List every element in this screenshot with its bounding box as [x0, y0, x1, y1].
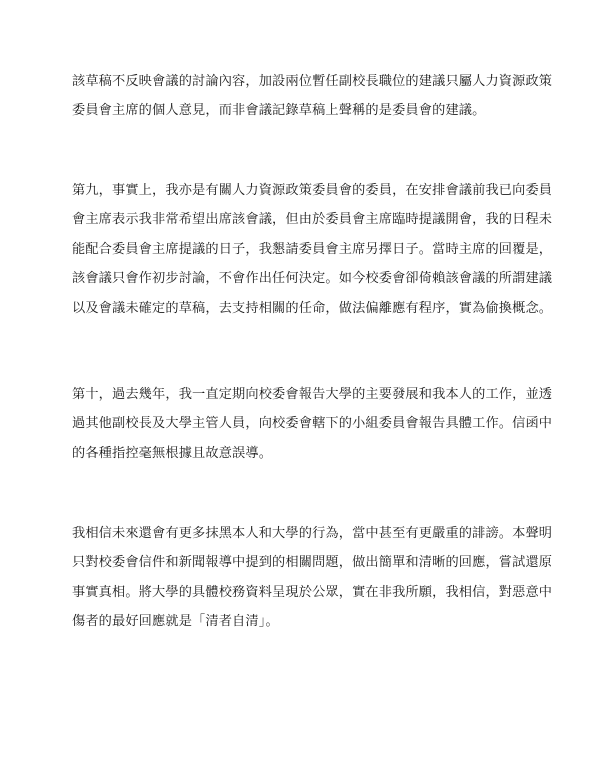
- text-line: 過其他副校長及大學主管人員，向校委會轄下的小組委員會報告具體工作。信函中: [72, 416, 553, 432]
- text-line: 以及會議未確定的草稿，去支持相關的任命，做法偏離應有程序，實為偷換概念。: [72, 300, 553, 316]
- text-line: 委員會主席的個人意見，而非會議記錄草稿上聲稱的是委員會的建議。: [72, 103, 486, 119]
- paragraph-4: [72, 519, 553, 637]
- paragraph-2: [72, 176, 553, 323]
- text-line: 的各種指控毫無根據且故意誤導。: [72, 445, 273, 461]
- paragraph-3: [72, 380, 553, 468]
- text-line: 事實真相。將大學的具體校務資料呈現於公眾，實在非我所願，我相信，對惡意中: [72, 584, 553, 600]
- text-line: 第十，過去幾年，我一直定期向校委會報告大學的主要發展和我本人的工作，並透: [72, 387, 553, 402]
- text-line: 傷者的最好回應就是「清者自清」。: [72, 614, 279, 630]
- text-line: 會主席表示我非常希望出席該會議，但由於委員會主席臨時提議開會，我的日程未: [72, 212, 553, 228]
- text-line: 只對校委會信件和新聞報導中提到的相關問題，做出簡單和清晰的回應，嘗試還原: [72, 555, 553, 571]
- text-line: 第九，事實上，我亦是有關人力資源政策委員會的委員，在安排會議前我已向委員: [72, 183, 553, 198]
- text-line: 我相信未來還會有更多抹黑本人和大學的行為，當中甚至有更嚴重的誹謗。本聲明: [72, 526, 553, 541]
- paragraph-1: [72, 67, 553, 126]
- text-line: 該會議只會作初步討論，不會作出任何決定。如今校委會卻倚賴該會議的所謂建議: [72, 271, 553, 287]
- text-line: 該草稿不反映會議的討論內容，加設兩位暫任副校長職位的建議只屬人力資源政策: [72, 74, 553, 89]
- text-line: 能配合委員會主席提議的日子，我懇請委員會主席另擇日子。當時主席的回覆是，: [72, 241, 553, 257]
